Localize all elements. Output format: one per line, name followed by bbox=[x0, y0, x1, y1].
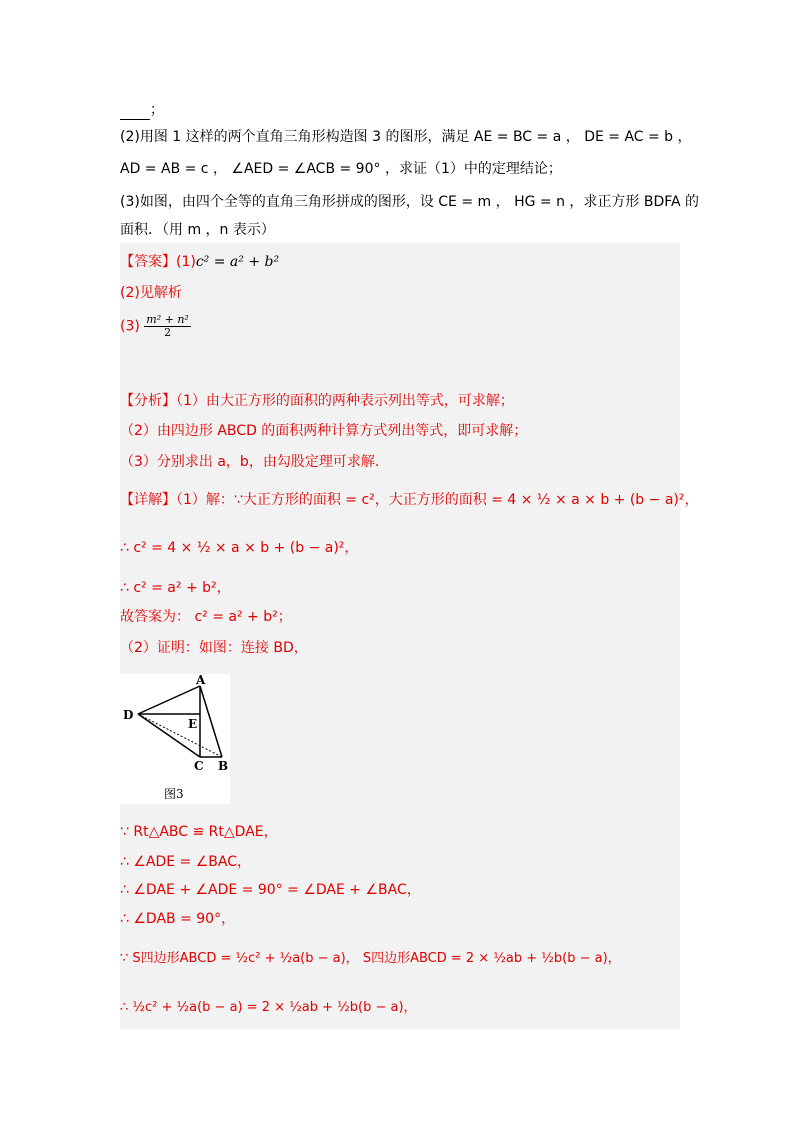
detail-line10: ∵ S四边形ABCD = ½c² + ½a(b − a)， S四边形ABCD = 2 × ½ab + ½b(b − a)， bbox=[120, 951, 621, 966]
answer-blank bbox=[120, 105, 150, 120]
detail-line11: ∴ ½c² + ½a(b − a) = 2 × ½ab + ½b(b − a)， bbox=[120, 1000, 417, 1015]
detail-line2: ∴ c² = 4 × ½ × a × b + (b − a)²， bbox=[120, 540, 359, 556]
label-B: B bbox=[218, 759, 229, 773]
blank-line bbox=[120, 100, 164, 120]
blank-tail: ； bbox=[150, 102, 164, 118]
analysis-line3: （3）分别求出 a，b，由勾股定理可求解. bbox=[120, 454, 380, 470]
detail-line1 bbox=[120, 490, 698, 510]
detail-line9: ∴ ∠DAB = 90°， bbox=[120, 911, 236, 927]
answer-part2: (2)见解析 bbox=[120, 285, 182, 301]
answer-part3-fraction bbox=[144, 314, 191, 339]
answer-part1-expr: c² = a² + b² bbox=[195, 254, 280, 270]
label-E: E bbox=[188, 717, 198, 731]
figure-3 bbox=[120, 674, 230, 804]
detail-line6: ∵ Rt△ABC ≌ Rt△DAE， bbox=[120, 824, 278, 840]
label-C: C bbox=[194, 759, 204, 773]
answer-part1-prefix: (1) bbox=[176, 254, 196, 270]
detail-line3: ∴ c² = a² + b²， bbox=[120, 580, 231, 596]
answer-part1 bbox=[120, 252, 279, 272]
analysis-line1 bbox=[120, 391, 514, 411]
answer-part3-prefix: (3) bbox=[120, 318, 140, 335]
label-D: D bbox=[123, 708, 134, 722]
answer-part3 bbox=[120, 314, 191, 339]
detail-line5: （2）证明：如图：连接 BD， bbox=[120, 640, 308, 656]
detail-line7: ∴ ∠ADE = ∠BAC， bbox=[120, 854, 252, 870]
analysis-line2: （2）由四边形 ABCD 的面积两种计算方式列出等式，即可求解； bbox=[120, 423, 528, 439]
detail-line4: 故答案为： c² = a² + b²； bbox=[120, 609, 292, 625]
figure-caption: 图3 bbox=[164, 787, 184, 801]
problem-part3-line2: 面积．（用 m ，n 表示） bbox=[120, 222, 275, 238]
detail-text1: （1）解：∵大正方形的面积 = c²，大正方形的面积 = 4 × ½ × a × b + (b − a)²， bbox=[176, 492, 699, 508]
problem-part2-line2: AD = AB = c ， ∠AED = ∠ACB = 90° ，求证（1）中的定理结论； bbox=[120, 161, 562, 177]
detail-label: 【详解】 bbox=[120, 492, 176, 508]
fraction-denominator: 2 bbox=[164, 326, 172, 339]
problem-part3-line1: (3)如图，由四个全等的直角三角形拼成的图形，设 CE = m ， HG = n ，求正方形 BDFA 的 bbox=[120, 194, 700, 210]
fraction-numerator: m² + n² bbox=[146, 313, 189, 326]
answer-label: 【答案】 bbox=[120, 254, 176, 270]
detail-line8: ∴ ∠DAE + ∠ADE = 90° = ∠DAE + ∠BAC， bbox=[120, 882, 421, 898]
analysis-text1: （1）由大正方形的面积的两种表示列出等式，可求解； bbox=[176, 393, 514, 409]
analysis-label: 【分析】 bbox=[120, 393, 176, 409]
triangle-diagram bbox=[120, 674, 230, 804]
label-A: A bbox=[196, 674, 206, 687]
problem-part2-line1: (2)用图 1 这样的两个直角三角形构造图 3 的图形，满足 AE = BC = a ， DE = AC = b ， bbox=[120, 129, 692, 145]
